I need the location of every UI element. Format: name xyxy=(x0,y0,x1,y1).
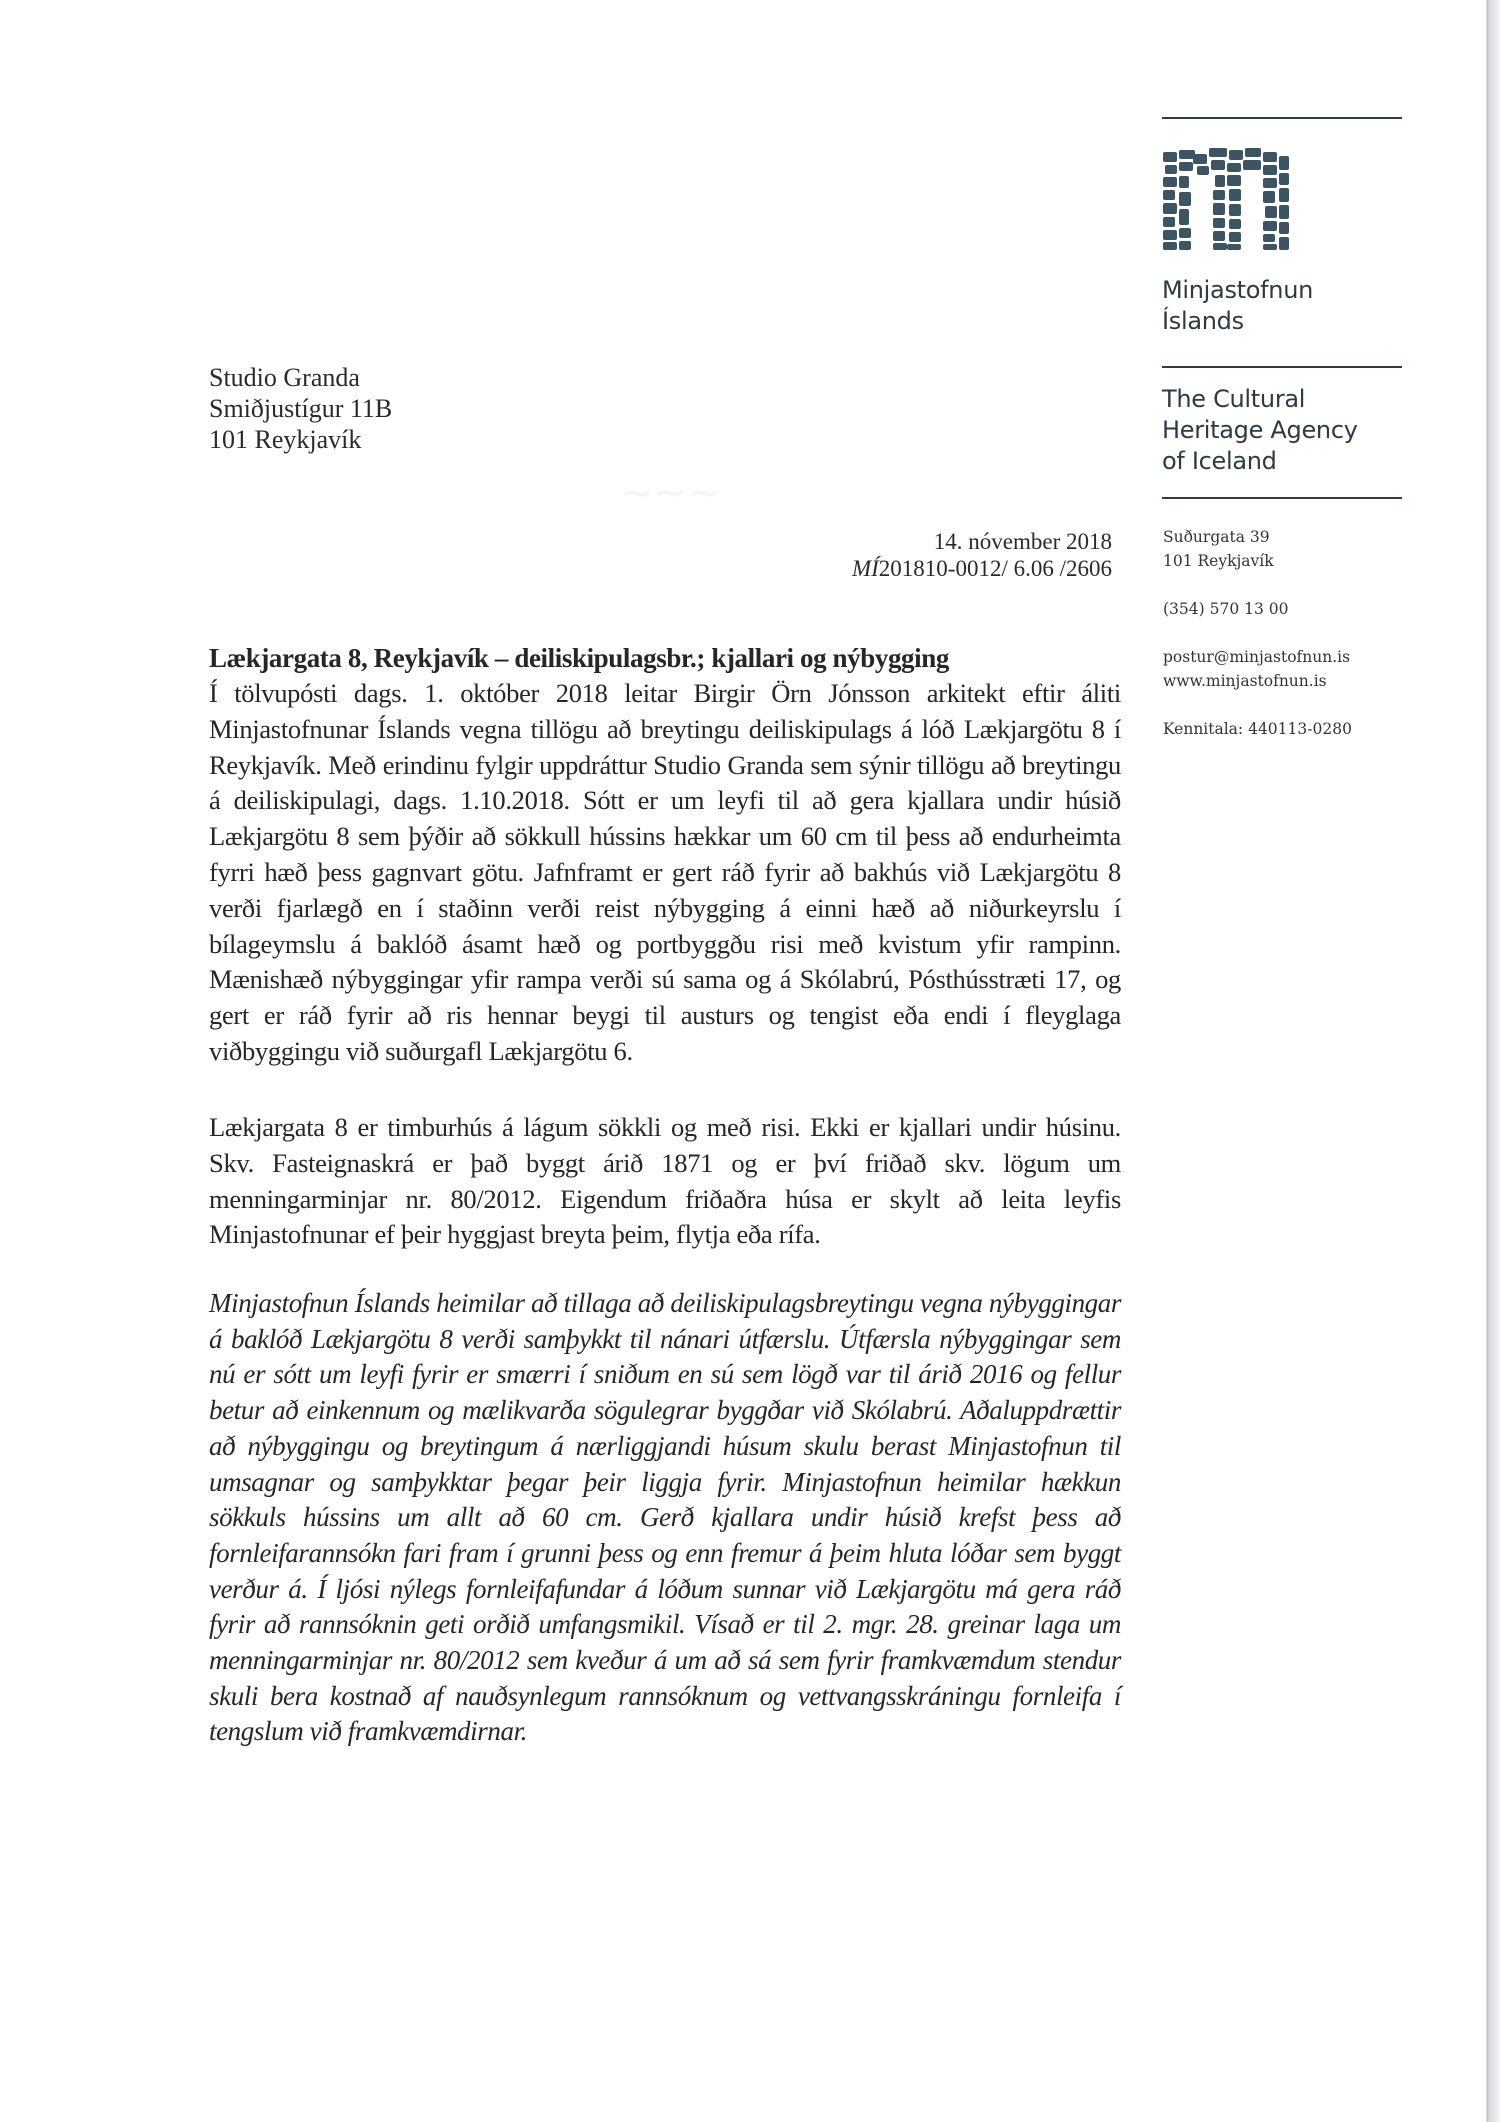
recipient-address xyxy=(209,362,392,455)
reference-prefix: MÍ xyxy=(851,556,879,581)
letter-subject: Lækjargata 8, Reykjavík – deiliskipulagsbr.; kjallari og nýbygging xyxy=(209,643,949,673)
org-kennitala: Kennitala: 440113-0280 xyxy=(1163,720,1352,738)
date-reference-block xyxy=(852,528,1112,582)
org-name-english xyxy=(1162,384,1358,477)
org-address-city: 101 Reykjavík xyxy=(1163,552,1274,570)
org-contact-links xyxy=(1163,645,1350,693)
stone-arch-m-logo-icon xyxy=(1163,146,1303,252)
reference-number xyxy=(852,555,1112,582)
body-paragraph-decision: Minjastofnun Íslands heimilar að tillaga að deiliskipulagsbreytingu vegna nýbyggingar á baklóð Lækjargötu 8 verði samþykkt til nánari útfærslu. Útfærsla nýbyggingar sem nú er sótt um leyfi fyrir er smærri í sniðum en sú sem lögð var til árið 2016 og fellur betur að einkennum og mælikvarða sögulegrar byggðar við Skólabrú. Aðaluppdrættir að nýbyggingu og breytingum á nærliggjandi húsum skulu berast Minjastofnun til umsagnar og samþykktar þegar þeir liggja fyrir. Minjastofnun heimilar hækkun sökkuls hússins um allt að 60 cm. Gerð kjallara undir húsið krefst þess að fornleifarannsókn fari fram í grunni þess og enn fremur á þeim hluta lóðar sem byggt verður á. Í ljósi nýlegs fornleifafundar á lóðum sunnar við Lækjargötu má gera ráð fyrir að rannsóknin geti orðið umfangsmikil. Vísað er til 2. mgr. 28. greinar laga um menningarminjar nr. 80/2012 sem kveður á um að sá sem fyrir framkvæmdum stendur skuli bera kostnað af nauðsynlegum rannsóknum og vettvangsskráningu fornleifa í tengslum við framkvæmdirnar. xyxy=(209,1288,1121,1747)
org-name-is-line-2: Íslands xyxy=(1162,307,1244,335)
body-paragraph-1: Í tölvupósti dags. 1. október 2018 leitar Birgir Örn Jónsson arkitekt eftir áliti Minjastofnunar Íslands vegna tillögu að breytingu deiliskipulags á lóð Lækjargötu 8 í Reykjavík. Með erindinu fylgir uppdráttur Studio Granda sem sýnir tillögu að breytingu á deiliskipulagi, dags. 1.10.2018. Sótt er um leyfi til að gera kjallara undir húsið Lækjargötu 8 sem þýðir að sökkull hússins hækkar um 60 cm til þess að endurheimta fyrri hæð þess gagnvart götu. Jafnframt er gert ráð fyrir að bakhús við Lækjargötu 8 verði fjarlægð en í staðinn verði reist nýbygging á einni hæð að niðurkeyrslu í bílageymslu á baklóð ásamt hæð og portbyggðu risi með kvistum yfir rampinn. Mænishæð nýbyggingar yfir rampa verði sú sama og á Skólabrú, Pósthússtræti 17, og gert er ráð fyrir að ris hennar beygi til austurs og tengist eða endi í fleyglaga viðbyggingu við suðurgafl Lækjargötu 6. xyxy=(209,678,1121,1066)
org-name-en-line-1: The Cultural xyxy=(1162,385,1306,413)
org-name-en-line-2: Heritage Agency xyxy=(1162,416,1358,444)
org-name-en-line-3: of Iceland xyxy=(1162,447,1277,475)
scan-page-edge xyxy=(1482,0,1500,2122)
org-phone: (354) 570 13 00 xyxy=(1163,600,1289,618)
recipient-name: Studio Granda xyxy=(209,363,360,392)
org-address xyxy=(1163,525,1274,573)
org-address-street: Suðurgata 39 xyxy=(1163,528,1270,546)
org-email-link[interactable]: postur@minjastofnun.is xyxy=(1163,648,1351,666)
recipient-city: 101 Reykjavík xyxy=(209,425,362,454)
body-paragraph-2: Lækjargata 8 er timburhús á lágum sökkli og með risi. Ekki er kjallari undir húsinu. Skv. Fasteignaskrá er það byggt árið 1871 og er því friðað skv. lögum um menningarminjar nr. 80/2012. Eigendum friðaðra húsa er skylt að leita leyfis Minjastofnunar ef þeir hyggjast breyta þeim, flytja eða rífa. xyxy=(209,1112,1121,1250)
letterhead-rule-middle xyxy=(1162,366,1402,368)
org-name-icelandic xyxy=(1162,275,1313,337)
recipient-street: Smiðjustígur 11B xyxy=(209,394,393,423)
org-name-is-line-1: Minjastofnun xyxy=(1162,276,1314,304)
letter-date: 14. nóvember 2018 xyxy=(933,529,1112,554)
letterhead-rule-bottom xyxy=(1162,497,1402,499)
org-website-link[interactable]: www.minjastofnun.is xyxy=(1163,672,1327,690)
reference-rest: 201810-0012/ 6.06 /2606 xyxy=(878,556,1112,581)
bleed-through-signature: ~~~ xyxy=(620,470,721,516)
letterhead-rule-top xyxy=(1162,117,1402,119)
